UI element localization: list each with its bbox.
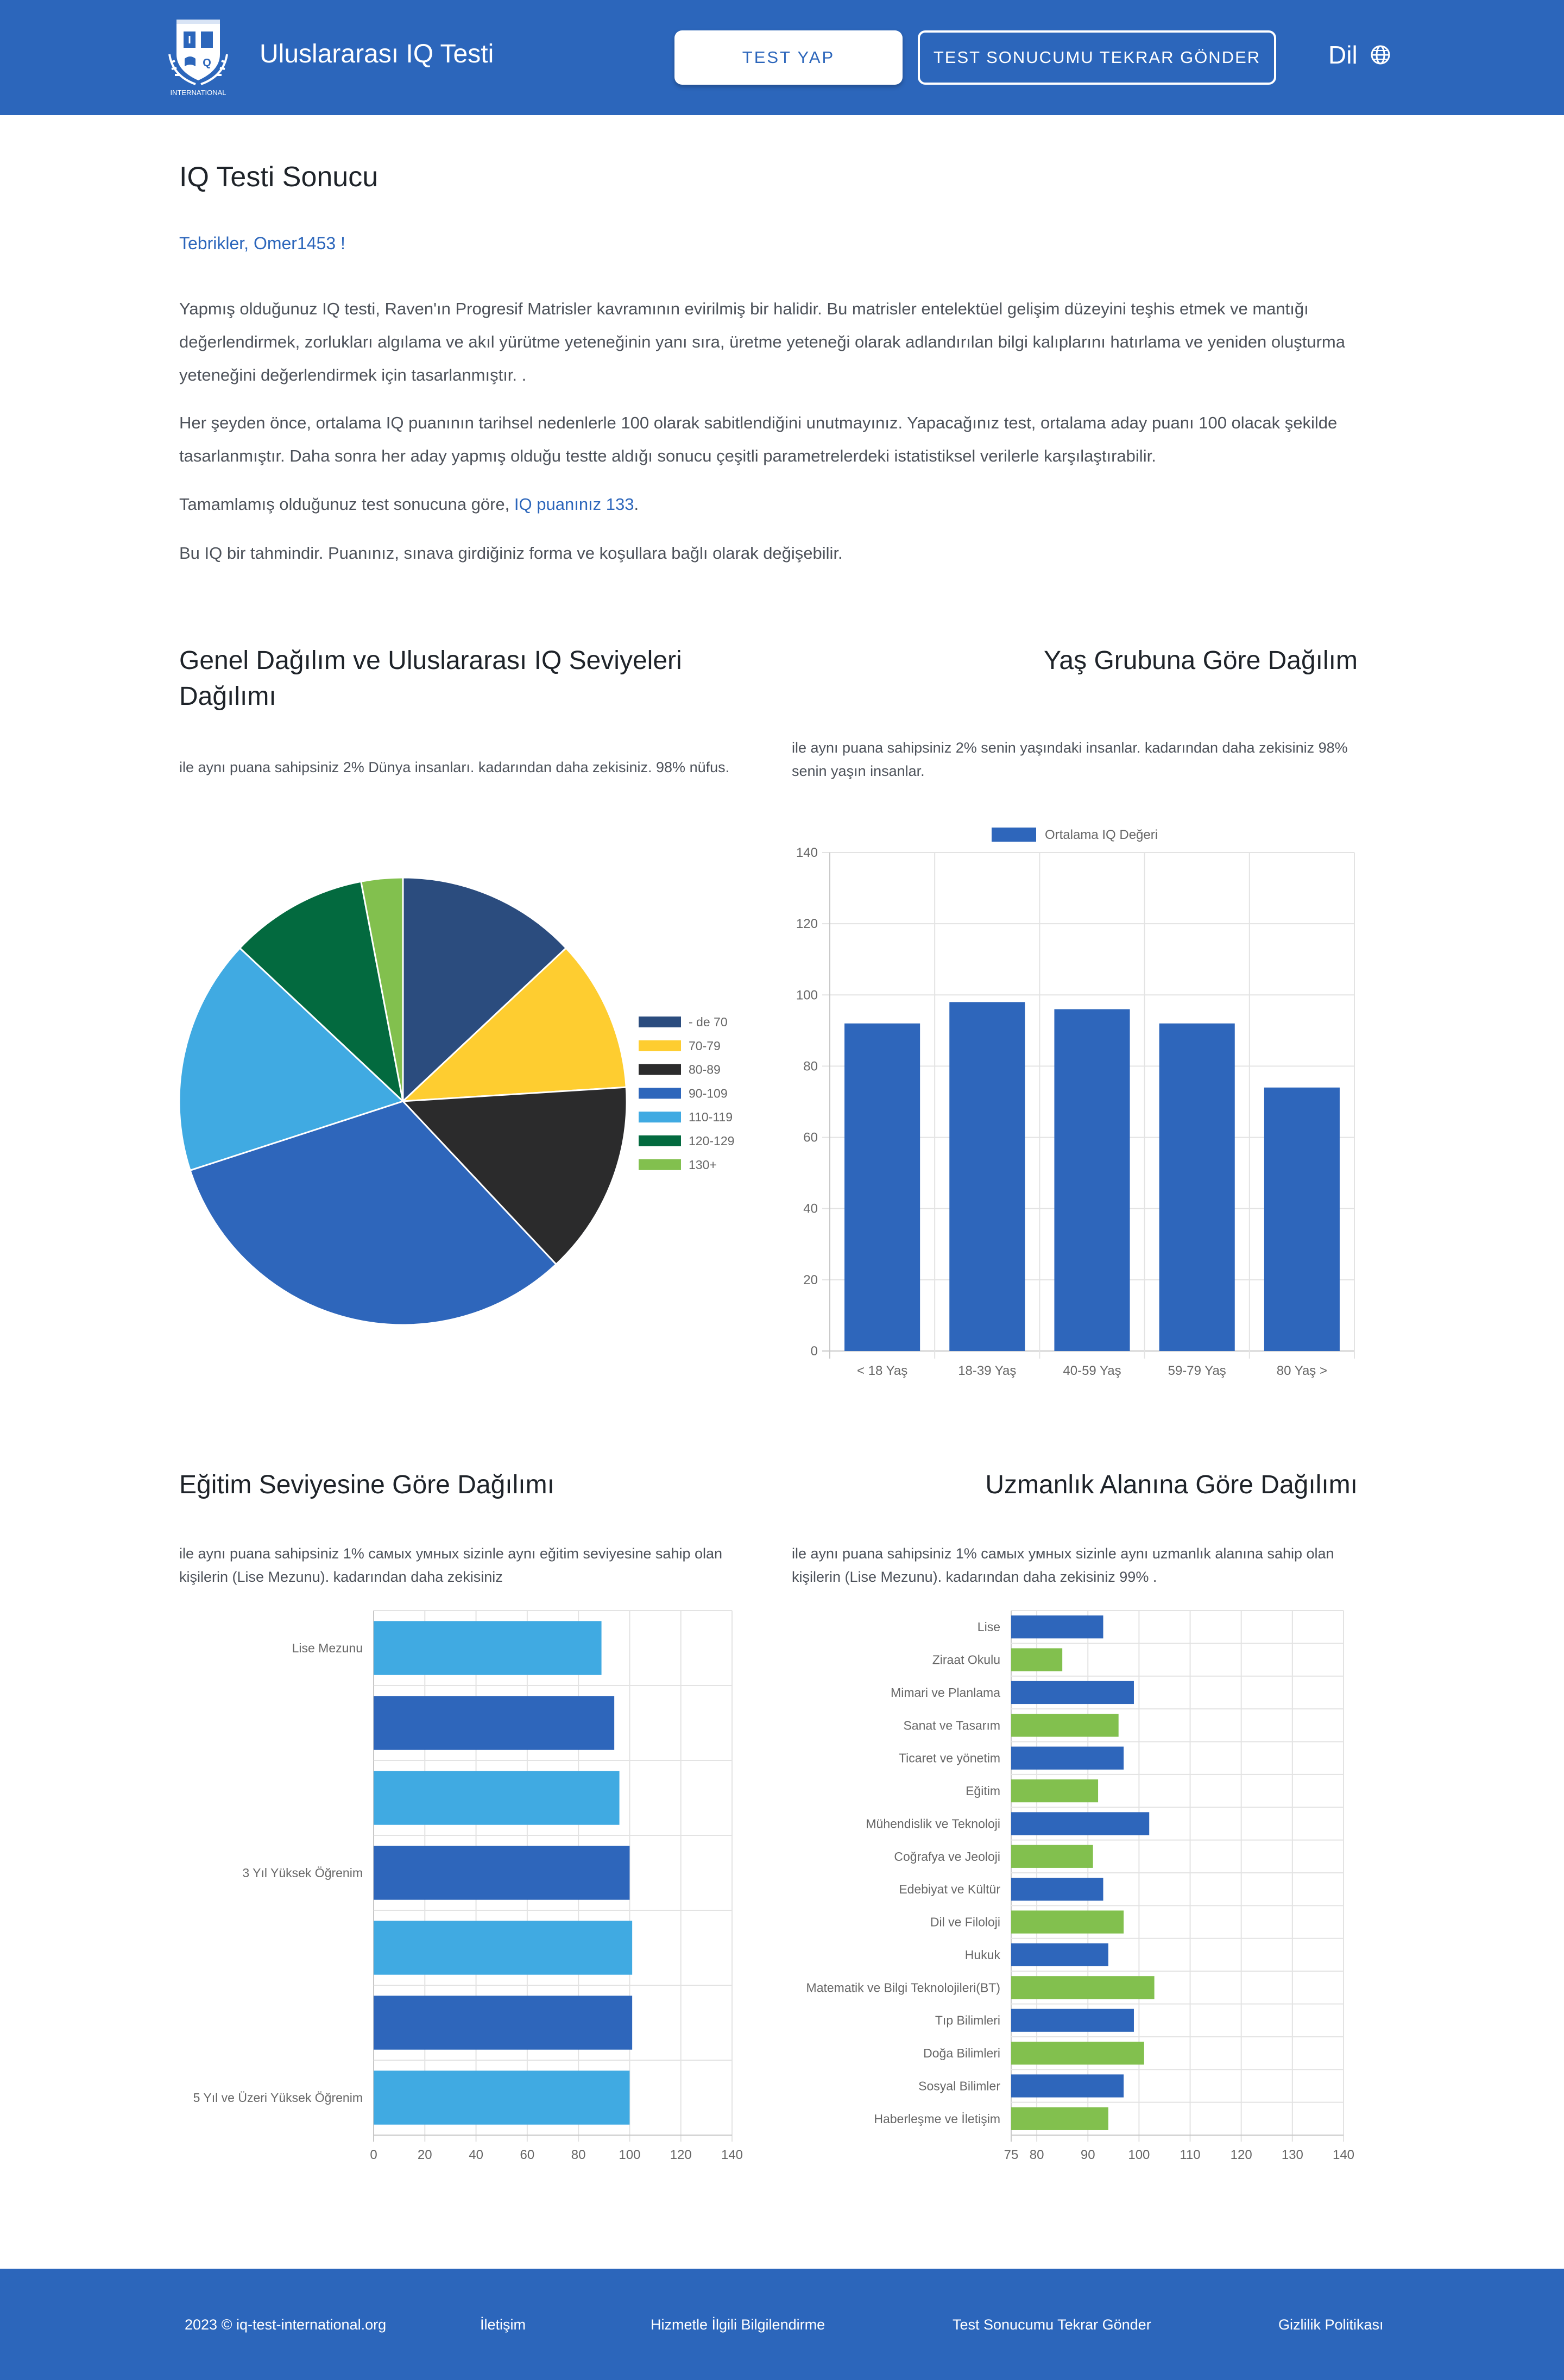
y-tick-label: Lise: [977, 1620, 1000, 1634]
bar: [1011, 1878, 1103, 1901]
bar: [1011, 2009, 1134, 2032]
general-distribution-desc: ile aynı puana sahipsiniz 2% Dünya insanları. kadarından daha zekisiniz. 98% nüfus.: [179, 759, 730, 775]
y-tick-label: Matematik ve Bilgi Teknolojileri(BT): [806, 1980, 1000, 1995]
legend-swatch: [639, 1088, 681, 1099]
legend-label: Ortalama IQ Değeri: [1045, 828, 1158, 842]
age-distribution-title: Yaş Grubuna Göre Dağılım: [1043, 646, 1358, 675]
age-distribution-desc: ile aynı puana sahipsiniz 2% senin yaşındaki insanlar. kadarından daha zekisiniz 98% senin yaşın insanlar.: [792, 740, 1348, 779]
bar: [1011, 2042, 1144, 2065]
y-tick-label: Doğa Bilimleri: [923, 2046, 1000, 2061]
y-tick-label: Tıp Bilimleri: [935, 2013, 1000, 2028]
footer-privacy-link[interactable]: Gizlilik Politikası: [1278, 2316, 1384, 2333]
logo-icon[interactable]: [163, 16, 234, 98]
y-tick-label: Haberleşme ve İletişim: [874, 2111, 1000, 2126]
congrats-message: Tebrikler, Omer1453 !: [179, 233, 345, 253]
bar: [1159, 1024, 1235, 1351]
age-distribution-bar-chart: [782, 815, 1379, 1390]
x-tick-label: < 18 Yaş: [857, 1363, 908, 1378]
legend-label: 80-89: [689, 1062, 721, 1077]
site-title[interactable]: Uluslararası IQ Testi: [260, 40, 494, 68]
site-header: [0, 0, 1564, 115]
legend-swatch: [639, 1159, 681, 1170]
legend-swatch: [639, 1064, 681, 1075]
x-tick-label: 0: [370, 2148, 377, 2162]
general-distribution-title: Genel Dağılım ve Uluslararası IQ Seviyeleri Dağılımı: [179, 646, 682, 711]
y-tick-label: 80: [803, 1059, 818, 1074]
specialty-distribution-title: Uzmanlık Alanına Göre Dağılımı: [985, 1470, 1358, 1499]
language-label: Dil: [1328, 41, 1358, 69]
y-tick-label: Mühendislik ve Teknoloji: [866, 1816, 1000, 1831]
bar: [949, 1002, 1025, 1351]
footer-contact-link[interactable]: İletişim: [480, 2316, 526, 2333]
x-tick-label: 100: [619, 2148, 641, 2162]
x-tick-label: 80: [571, 2148, 586, 2162]
result-text: .: [634, 495, 639, 514]
result-paragraph: [179, 488, 1390, 521]
bar: [1011, 1845, 1093, 1868]
bar: [1011, 2107, 1108, 2130]
y-tick-label: Mimari ve Planlama: [891, 1685, 1000, 1700]
y-tick-label: Hukuk: [964, 1947, 1000, 1962]
bar: [1011, 1615, 1103, 1638]
y-tick-label: Lise Mezunu: [292, 1641, 363, 1655]
education-distribution-desc: ile aynı puana sahipsiniz 1% самых умных sizinle aynı eğitim seviyesine sahip olan kişilerin (Lise Mezunu). kadarından daha zekisiniz: [179, 1545, 723, 1585]
y-tick-label: Ticaret ve yönetim: [898, 1751, 1000, 1765]
y-tick-label: 20: [803, 1272, 818, 1287]
bar: [1011, 1779, 1098, 1802]
x-tick-label: 120: [1230, 2148, 1252, 2162]
bar: [1011, 1648, 1062, 1671]
y-tick-label: 5 Yıl ve Üzeri Yüksek Öğrenim: [193, 2091, 363, 2105]
bar: [374, 1921, 632, 1974]
legend-swatch: [639, 1040, 681, 1051]
x-tick-label: 18-39 Yaş: [958, 1363, 1017, 1378]
result-text: Tamamlamış olduğunuz test sonucuna göre,: [179, 495, 514, 514]
bar: [1011, 1812, 1149, 1835]
legend-swatch: [992, 828, 1036, 842]
y-tick-label: Edebiyat ve Kültür: [899, 1882, 1000, 1897]
bar: [1011, 1943, 1108, 1966]
specialty-distribution-bar-chart: [782, 1602, 1379, 2167]
y-tick-label: 40: [803, 1201, 818, 1216]
globe-icon: [1370, 44, 1391, 66]
y-tick-label: Dil ve Filoloji: [930, 1915, 1000, 1929]
page-title: IQ Testi Sonucu: [179, 161, 379, 193]
logo-letter: I: [188, 34, 191, 46]
footer-service-info-link[interactable]: Hizmetle İlgili Bilgilendirme: [651, 2316, 825, 2333]
legend-label: 120-129: [689, 1134, 735, 1148]
y-tick-label: Ziraat Okulu: [932, 1652, 1000, 1667]
iq-score-link[interactable]: IQ puanınız 133: [514, 495, 634, 514]
legend-swatch: [639, 1135, 681, 1146]
x-tick-label: 100: [1128, 2148, 1150, 2162]
legend-swatch: [639, 1112, 681, 1122]
x-tick-label: 140: [1332, 2148, 1355, 2162]
x-tick-label: 110: [1180, 2148, 1201, 2162]
education-distribution-title: Eğitim Seviyesine Göre Dağılımı: [179, 1470, 554, 1499]
x-tick-label: 130: [1281, 2148, 1303, 2162]
bar: [374, 1996, 632, 2049]
resend-result-button[interactable]: TEST SONUCUMU TEKRAR GÖNDER: [918, 30, 1276, 85]
y-tick-label: 0: [810, 1344, 818, 1359]
take-test-button[interactable]: TEST YAP: [674, 30, 903, 85]
bar: [374, 1846, 629, 1899]
x-tick-label: 75: [1004, 2148, 1019, 2162]
bar: [1011, 1714, 1119, 1737]
legend-label: 110-119: [689, 1110, 733, 1125]
x-tick-label: 80 Yaş >: [1276, 1363, 1327, 1378]
legend-label: - de 70: [689, 1015, 728, 1029]
y-tick-label: Sanat ve Tasarım: [903, 1718, 1000, 1733]
bar: [374, 1621, 602, 1675]
legend-swatch: [639, 1017, 681, 1027]
legend-label: 90-109: [689, 1086, 728, 1101]
language-selector[interactable]: [1328, 40, 1391, 70]
bar: [1054, 1009, 1130, 1351]
x-tick-label: 120: [670, 2148, 692, 2162]
y-tick-label: 60: [803, 1130, 818, 1145]
y-tick-label: 100: [796, 988, 818, 1003]
y-tick-label: 120: [796, 917, 818, 932]
footer-resend-link[interactable]: Test Sonucumu Tekrar Gönder: [953, 2316, 1151, 2333]
bar: [1011, 2074, 1124, 2097]
legend-label: 70-79: [689, 1038, 721, 1053]
bar: [374, 1696, 614, 1750]
general-distribution-pie-chart: [163, 858, 760, 1347]
bar: [1011, 1747, 1124, 1770]
footer-copyright: 2023 © iq-test-international.org: [185, 2316, 387, 2333]
result-paragraph: Yapmış olduğunuz IQ testi, Raven'ın Progresif Matrisler kavramının evirilmiş bir halidir. Bu matrisler entelektüel gelişim düzeyini teşhis etmek ve mantığı değerlendirmek, zorlukları algılama ve akıl yürütme yeteneğinin yanı sıra, üretme yeteneği olarak adlandırılan bilgi kalıplarını hatırlama ve yeniden oluşturma yeteneğini değerlendirmek için tasarlanmıştır. .: [179, 299, 1345, 384]
result-paragraph: Bu IQ bir tahmindir. Puanınız, sınava girdiğiniz forma ve koşullara bağlı olarak değişebilir.: [179, 544, 843, 563]
y-tick-label: 3 Yıl Yüksek Öğrenim: [242, 1866, 363, 1880]
x-tick-label: 90: [1080, 2148, 1095, 2162]
y-tick-label: Sosyal Bilimler: [918, 2079, 1000, 2093]
x-tick-label: 40-59 Yaş: [1063, 1363, 1121, 1378]
x-tick-label: 140: [721, 2148, 743, 2162]
x-tick-label: 20: [417, 2148, 432, 2162]
y-tick-label: Coğrafya ve Jeoloji: [894, 1849, 1000, 1864]
bar: [1011, 1681, 1134, 1704]
logo-letter: Q: [203, 57, 211, 69]
specialty-distribution-desc: ile aynı puana sahipsiniz 1% самых умных sizinle aynı uzmanlık alanına sahip olan kişilerin (Lise Mezunu). kadarından daha zekisiniz 99% .: [792, 1545, 1334, 1585]
x-tick-label: 59-79 Yaş: [1168, 1363, 1226, 1378]
bar: [844, 1024, 920, 1351]
x-tick-label: 60: [520, 2148, 535, 2162]
y-tick-label: Eğitim: [966, 1784, 1000, 1798]
x-tick-label: 80: [1029, 2148, 1044, 2162]
bar: [1011, 1910, 1124, 1933]
x-tick-label: 40: [469, 2148, 483, 2162]
education-distribution-bar-chart: [174, 1602, 771, 2167]
result-paragraph: Her şeyden önce, ortalama IQ puanının tarihsel nedenlerle 100 olarak sabitlendiğini unutmayınız. Yapacağınız test, ortalama aday puanı 100 olacak şekilde tasarlanmıştır. Daha sonra her aday yapmış olduğu testte aldığı sonucu çeşitli parametrelerdeki istatistiksel verilerle karşılaştırabilir.: [179, 413, 1338, 465]
bar: [374, 1771, 620, 1825]
logo-text: INTERNATIONAL: [170, 89, 226, 97]
legend-label: 130+: [689, 1157, 717, 1172]
site-footer: [0, 2269, 1564, 2380]
y-tick-label: 140: [796, 845, 818, 860]
bar: [1264, 1088, 1340, 1351]
bar: [1011, 1976, 1155, 1999]
bar: [374, 2070, 629, 2124]
